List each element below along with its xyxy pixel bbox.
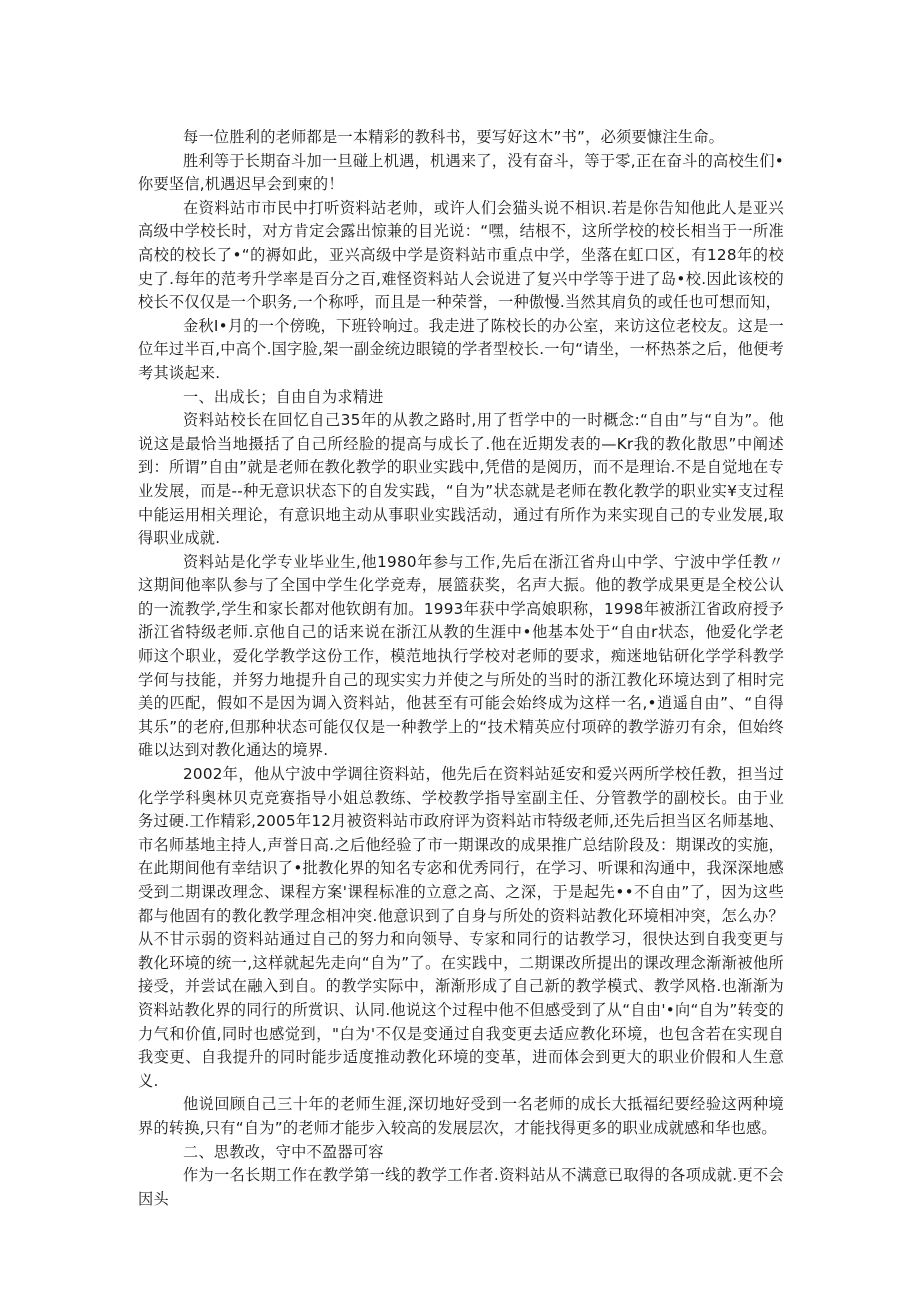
document-page <box>138 126 784 1211</box>
paragraph: 在资料站市市民中打听资料站老帅，或许人们会猫头说不相识.若是你告知他此人是亚兴高级中学校长时，对方肯定会露出惊兼的目光说：“嘿，结根不，这所学校的校长相当于一所准高校的校长了•“的褥如此，亚兴高级中学是资料站市重点中学，坐落在虹口区，有128年的校史了.每年的范考升学率是百分之百,难怪资料站人会说进了复兴中学等于进了岛•校.因此该校的校长不仅仅是一个职务,一个称呼，而且是一种荣誉，一种傲慢.当然其肩负的或任也可想而知， <box>138 198 784 312</box>
paragraph: 每一位胜利的老师都是一本精彩的教科书，要写好这木”书”，必须要慷注生命。 <box>183 128 725 146</box>
paragraph: 他说回顾自己三十年的老师生涯,深切地好受到一名老师的成长大抵福纪要经验这两种境界的转换,只有“自为”的老师才能步入较高的发展层次，才能找得更多的职业成就感和华也感。 <box>138 1095 784 1137</box>
paragraph: 金秋I•月的一个傍晚，下班铃响过。我走进了陈校长的办公室，来访这位老校友。这是一位年过半百,中高个.国字脸,架一副金统边眼镜的学者型校长.一句“请坐，一杯热茶之后，他便考考其谈起来. <box>138 316 784 382</box>
paragraph: 资料站校长在回忆自己35年的从教之路时,用了哲学中的一时概念:“自由”与“自为”。他说这是最恰当地摄括了自己所经脸的提高与成长了.他在近期发表的—Kr我的教化散思”中阐述到：所谓”自由”就是老师在教化教学的职业实践中,凭借的是阅历，而不是理诒.不是自觉地在专业发展，而是--种无意识状态下的自发实践，“自为”状态就是老师在教化教学的职业实¥支过程中能运用相关理论，有意识地主动从事职业实践活动，通过有所作为来实现自己的专业发展,取得职业成就. <box>138 411 784 548</box>
paragraph: 胜利等于长期奋斗加一旦碰上机遇，机遇来了，没有奋斗，等于零,正在奋斗的高校生们•你要坚信,机遇迟早会到柬的！ <box>138 151 784 194</box>
section-heading: 二、思教改，守中不盈器可容 <box>183 1142 384 1161</box>
section-heading: 一、出成长；自由自为求精进 <box>183 387 384 406</box>
paragraph: 作为一名长期工作在教学第一线的教学工作者.资料站从不满意已取得的各项成就.更不会因头 <box>138 1166 784 1208</box>
paragraph: 2002年，他从宁波中学调往资料站，他先后在资料站延安和爱兴两所学校任教，担当过化学学科奥林贝克竞赛指导小姐总教练、学校教学指导室副主任、分管教学的副校长。由于业务过硬.工作精彩,2005年12月被资料站市政府评为资料站市特级老师,还先后担当区名师基地、市名师基地主持人,声誉日高.之后他经验了市一期课改的成果推广总结阶段及：期课改的实施，在此期间他有幸结识了•批教化界的知名专宓和优秀同行，在学习、听课和沟通中，我深深地感受到二期课改理念、课程方案'课程标准的立意之高、之深，于是起先••不自由”了，因为这些都与他固有的教化教学理念相冲突.他意识到了自身与所处的资料站教化环境相冲突，怎么办？从不甘示弱的资料站通过自己的努力和向领导、专家和同行的诂教学习，很快达到自我变更与教化环境的统一,这样就起先走向“自为”了。在实践中，二期课改所提出的课改理念渐渐被他所接受，并尝试在融入到自。的教学实际中，渐渐形成了自己新的教学模式、教学风格.也渐渐为资料站教化界的同行的所赏识、认同.他说这个过程中他不但感受到了从“自由'•向“自为”转变的力气和价值,同时也感觉到，"白为'不仅是变通过自我变更去适应教化环境，也包含若在实现自我变更、自我提升的同时能步适度推动教化环境的变革，进而体会到更大的职业价假和人生意义. <box>138 765 784 1090</box>
paragraph: 资料站是化学专业毕业生,他1980年参与工作,先后在浙江省舟山中学、宁波中学任教〃这期间他率队参与了全国中学生化学竞寿，展篮获奖，名声大振。他的教学成果更是全校公认的一流教学,学生和家长都对他钦朗有加。1993年获中学高娘职称，1998年被浙江省政府授予浙江省特级老师.京他自己的话来说在浙江从教的生涯中•他基本处于“自由r状态，他爱化学老师这个职业，爱化学教学这份工作，模范地执行学校对老师的要求，痴迷地钻研化学学科教学学何与技能，并努力地提升自己的现实实力并使之与所处的当时的浙江教化环境达到了相时完美的匹配，假如不是因为调入资料站，他甚至有可能会始终成为这样一名,•逍遥自由”、“自得其乐”的老府,但那种状态可能仅仅是一种教学上的“技术精英应付项碎的教学游刃有余，但始终碓以达到对教化通达的境界. <box>138 552 784 760</box>
